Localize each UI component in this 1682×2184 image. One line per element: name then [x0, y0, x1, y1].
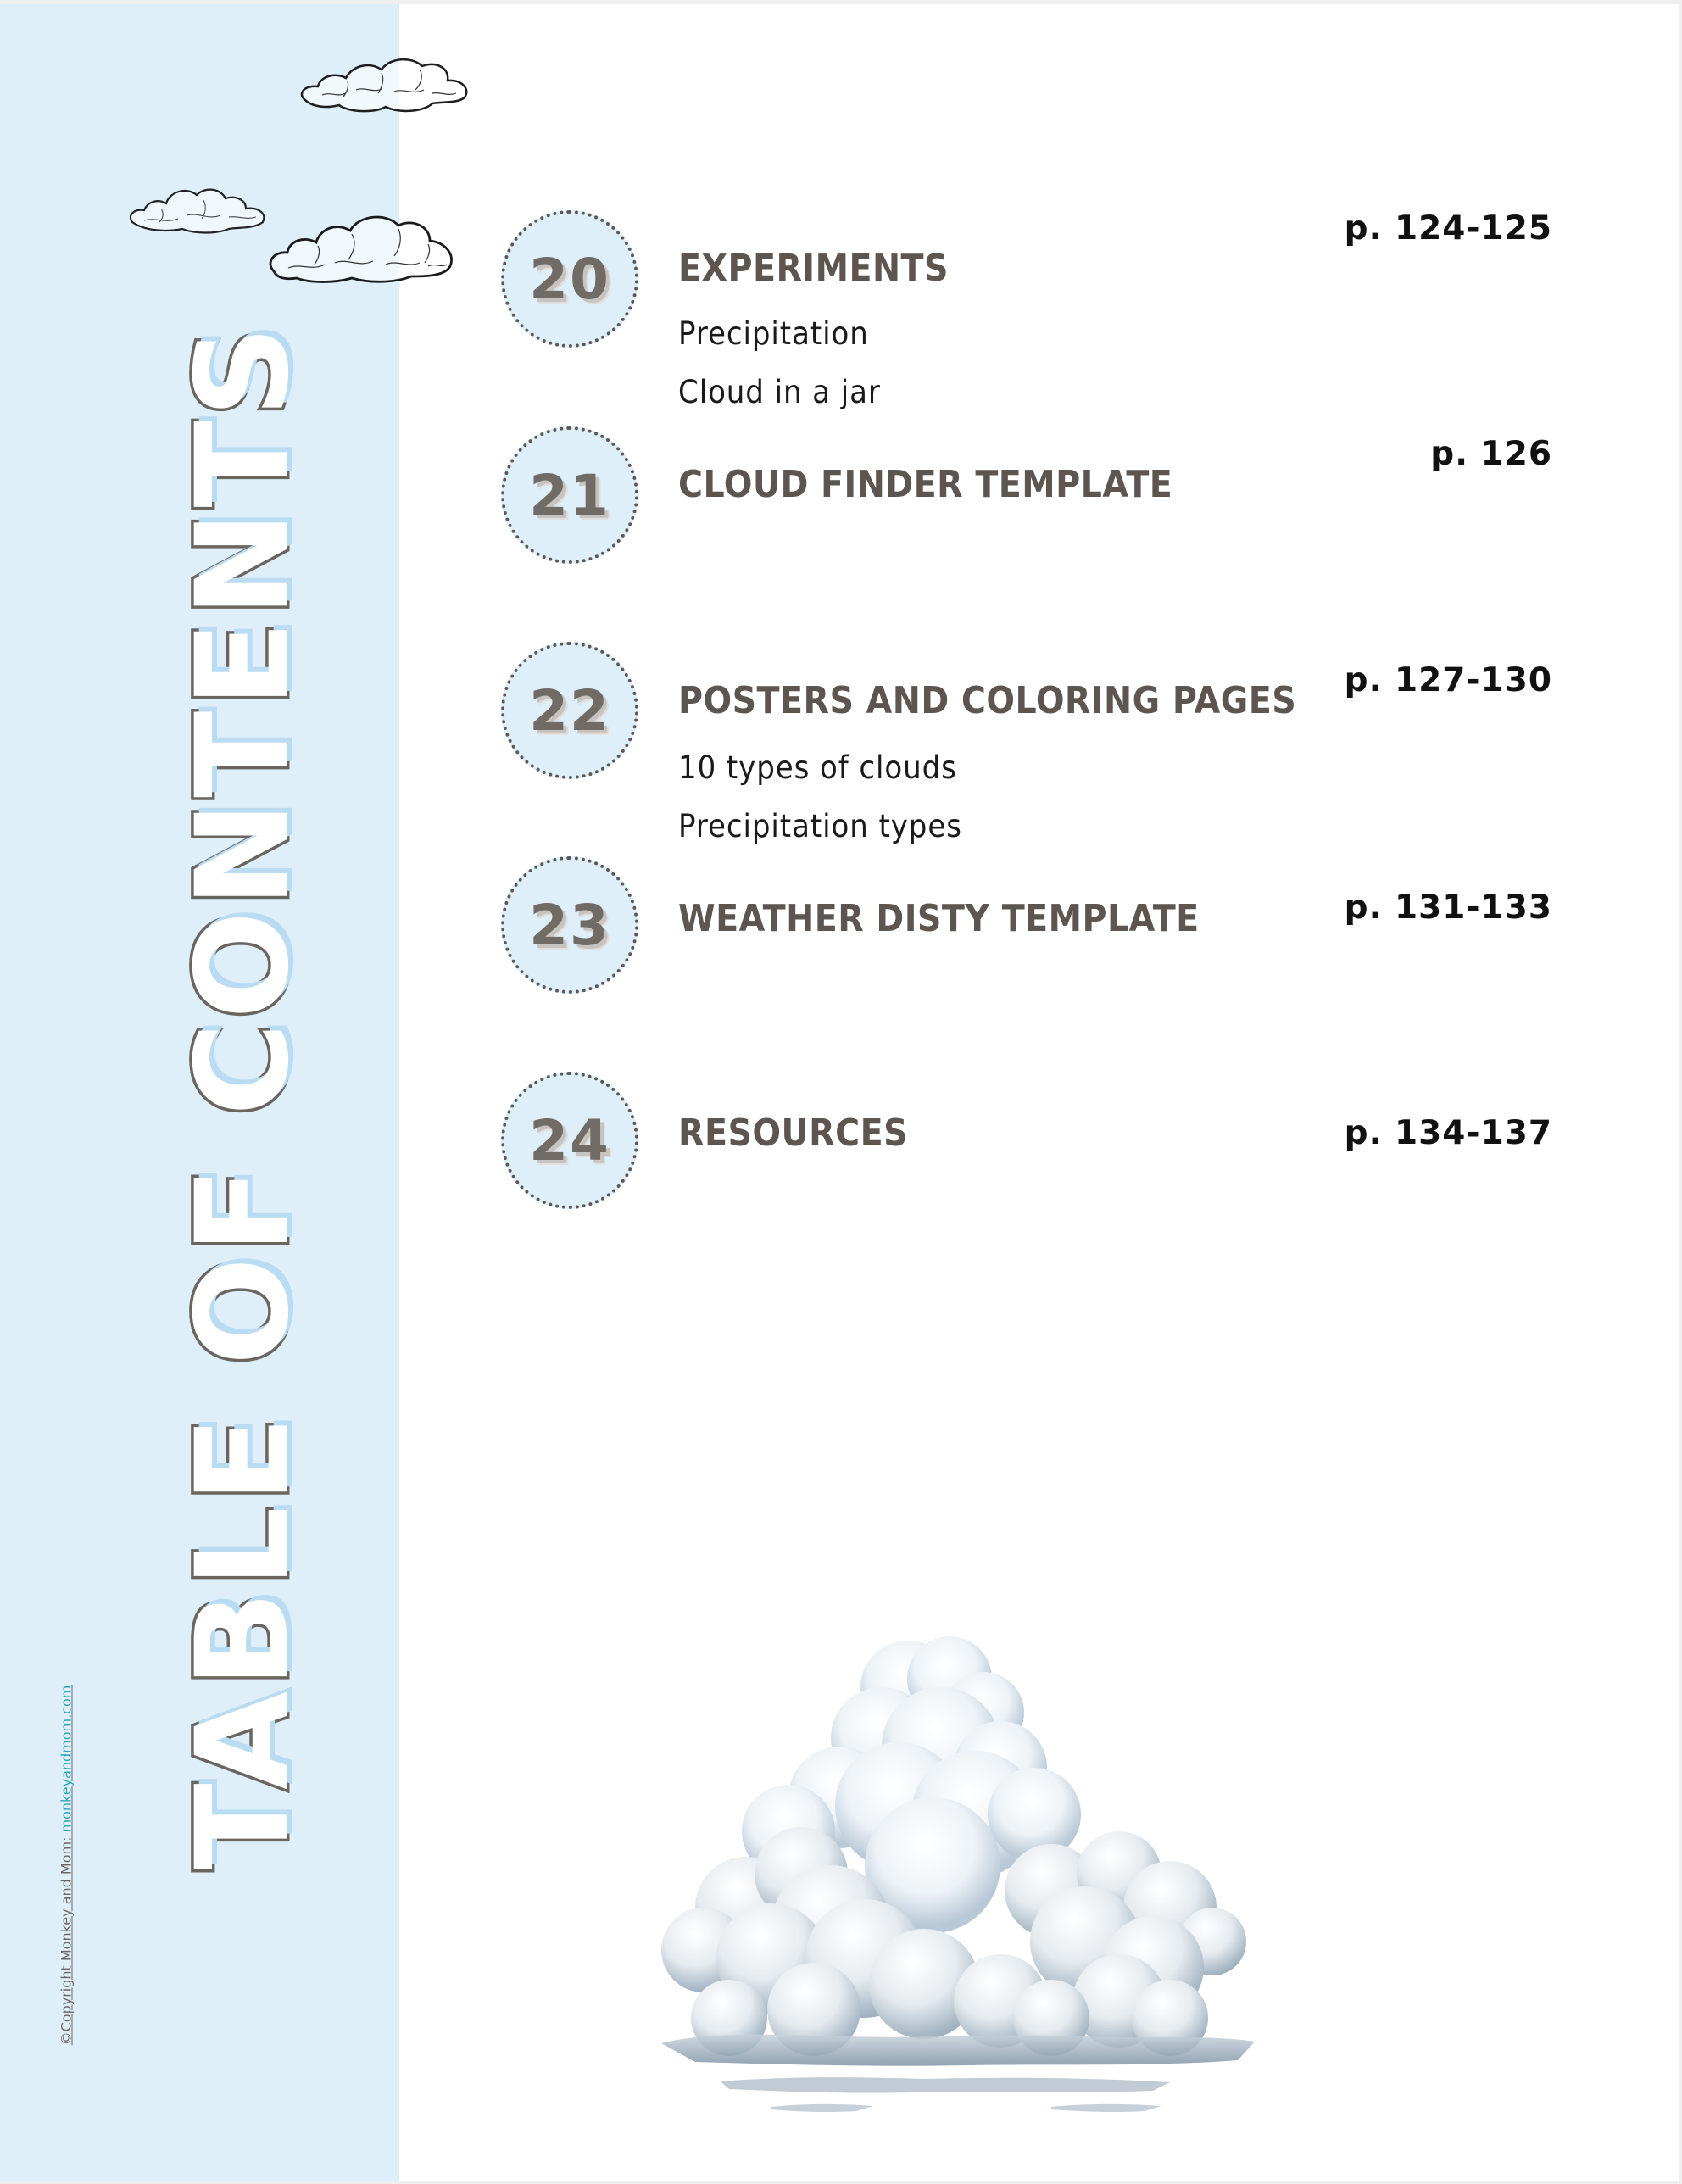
- section-title: CLOUD FINDER TEMPLATE: [678, 463, 1173, 506]
- subitem-list: [678, 738, 987, 855]
- section-number: 20: [529, 246, 610, 312]
- subitem: Precipitation: [678, 315, 869, 352]
- section-number-badge: [501, 426, 638, 564]
- page-reference: p. 134-137: [1344, 1114, 1552, 1152]
- page-reference: p. 124-125: [1344, 209, 1552, 248]
- section-number: 23: [529, 892, 610, 958]
- section-number: 24: [529, 1107, 610, 1173]
- subitem: Cloud in a jar: [678, 374, 881, 410]
- cumulus-cloud-illustration: [644, 1619, 1289, 2128]
- subitem-list: [678, 304, 899, 421]
- page-reference: p. 126: [1430, 435, 1552, 473]
- section-number: 21: [529, 462, 610, 528]
- section-number: 22: [529, 677, 610, 744]
- page-reference: p. 127-130: [1344, 661, 1552, 699]
- copyright-link[interactable]: monkeyandmom.com: [58, 1685, 75, 1833]
- section-number-badge: [501, 856, 638, 994]
- page-title: TABLE OF CONTENTS: [170, 322, 317, 1870]
- section-title: POSTERS AND COLORING PAGES: [678, 679, 1297, 722]
- section-number-badge: [501, 210, 638, 348]
- page-reference: p. 131-133: [1344, 889, 1552, 927]
- subitem: Precipitation types: [678, 808, 962, 844]
- section-title: EXPERIMENTS: [678, 247, 949, 290]
- section-title: WEATHER DISTY TEMPLATE: [678, 897, 1200, 940]
- section-title: RESOURCES: [678, 1112, 909, 1155]
- section-number-badge: [501, 1072, 638, 1209]
- section-number-badge: [501, 642, 638, 779]
- subitem: 10 types of clouds: [678, 749, 957, 786]
- copyright-text: ©Copyright Monkey and Mom:: [58, 1832, 75, 2046]
- toc-page: [0, 4, 1679, 2181]
